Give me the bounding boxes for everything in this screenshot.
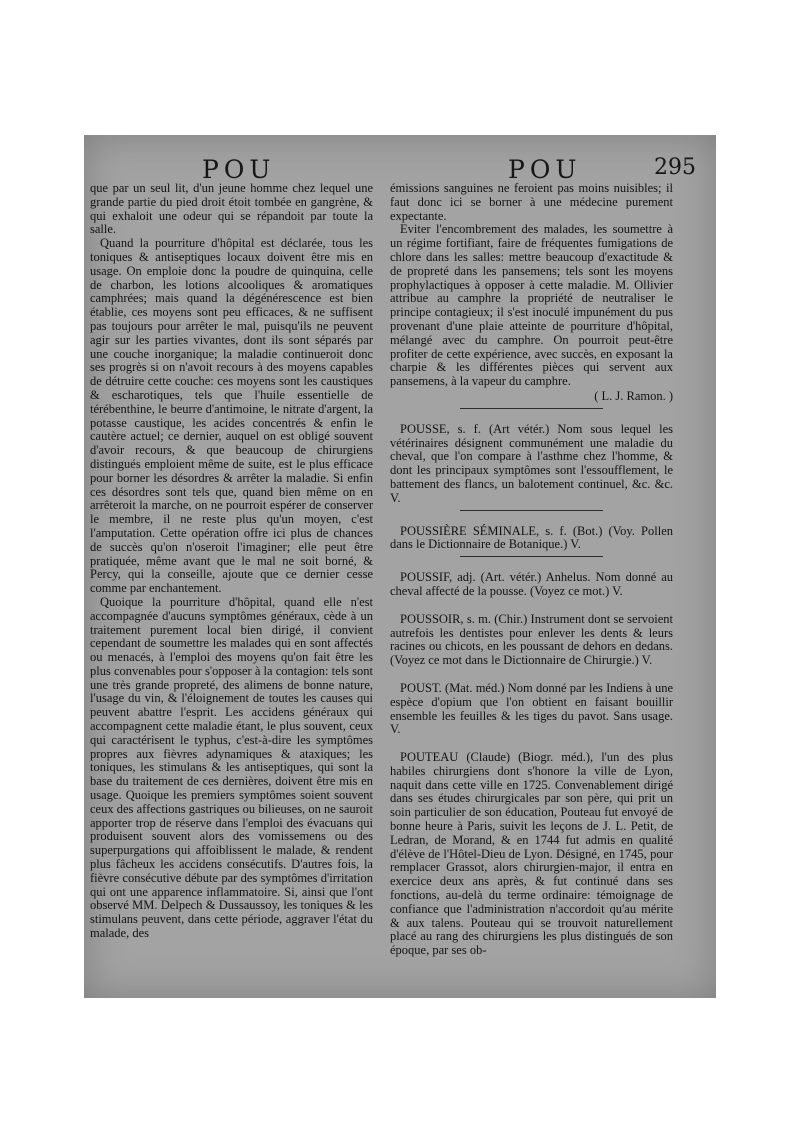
entry-pousse: POUSSE, s. f. (Art vétér.) Nom sous lequel les vétérinaires désignent communément une maladie du cheval, que l'on compare à l'asthme chez l'homme, & dont les principaux symptômes sont l'essoufflement, le battement des flancs, un balotement continuel, &c. &c. V. (390, 421, 673, 505)
left-column (90, 182, 373, 994)
entry-poussiere-seminale: POUSSIÈRE SÉMINALE, s. f. (Bot.) (Voy. Pollen dans le Dictionnaire de Botanique.) V. (390, 523, 673, 552)
entry-pouteau: POUTEAU (Claude) (Biogr. méd.), l'un des plus habiles chirurgiens dont s'honore la ville de Lyon, naquit dans cette ville en 1725. Convenablement dirigé dans ses études chirurgicales par son père, qui prit un soin particulier de son éducation, Pouteau fut envoyé de bonne heure à Paris, suivit les leçons de J. L. Petit, de Ledran, de Morand, & en 1744 fut admis en qualité d'élève de l'Hôtel-Dieu de Lyon. Désigné, en 1745, pour remplacer Grassot, alors chirurgien-major, il entra en exercice deux ans après, & fut continué dans ses fonctions, au-delà du terme ordinaire: témoignage de confiance que l'administration n'accordoit qu'au mérite & aux talens. Pouteau qui se trouvoit naturellement placé au rang des chirurgiens les plus distingués de son époque, par ses ob- (390, 750, 673, 958)
paragraph-treatment: Quand la pourriture d'hôpital est déclarée, tous les toniques & antiseptiques locaux doivent être mis en usage. On emploie donc la poudre de quinquina, celle de charbon, les lotions alcooliques & aromatiques camphrées; mais quand la dégénérescence est bien établie, ces moyens sont peu efficaces, & ne suffisent pas toujours pour arrêter le mal, puisqu'ils ne peuvent agir sur les parties vivantes, dont ils sont séparés par une couche inorganique; la maladie continueroit donc ses progrès si on n'avoit recours à des moyens capables de détruire cette couche: ces moyens sont les caustiques & escharotiques, tels que l'huile essentielle de térébenthine, le beurre d'antimoine, le nitrate d'argent, la potasse caustique, les acides concentrés & enfin le cautère actuel; ce dernier, auquel on est obligé souvent d'avoir recours, & que beaucoup de chirurgiens distingués emploient même de suite, est le plus efficace pour borner les désordres & arrêter la maladie. Si enfin ces désordres sont tels que, quand bien même on en arrêteroit la marche, on ne pourroit espérer de conserver le membre, il ne reste plus qu'un moyen, c'est l'amputation. Cette opération offre ici plus de chances de succès qu'on n'oseroit l'imaginer; elle peut être pratiquée, même avant que le mal ne soit borné, & Percy, qui la conseille, ajoute que ce dernier cesse comme par enchantement. (90, 236, 373, 596)
divider (460, 510, 603, 511)
scanned-page (84, 135, 716, 998)
right-column (390, 182, 673, 994)
page-number: 295 (654, 155, 696, 180)
paragraph-general-symptoms: Quoique la pourriture d'hôpital, quand elle n'est accompagnée d'aucuns symptômes généraux, cède à un traitement purement local bien dirigé, il convient cependant de soumettre les malades qui en sont affectés ou menacés, à l'emploi des moyens qu'on fait être les plus convenables pour s'opposer à la contagion: tels sont une très grande propreté, des alimens de bonne nature, l'usage du vin, & l'éloignement de toutes les causes qui peuvent abattre l'esprit. Les accidens généraux qui accompagnent cette maladie étant, le plus souvent, ceux qui caractérisent le typhus, c'est-à-dire les symptômes propres aux fièvres adynamiques & ataxiques; les toniques, les stimulans & les antiseptiques, qui sont la base du traitement de ces dernières, doivent être mis en usage. Quoique les premiers symptômes soient souvent ceux des affections gastriques ou bilieuses, on ne sauroit apporter trop de réserve dans l'emploi des évacuans qui produisent souvent alors des vomissemens ou des superpurgations qui affoiblissent le malade, & rendent plus fâcheux les accidens consécutifs. D'autres fois, la fièvre consécutive débute par des symptômes d'irritation qui ont une apparence inflammatoire. Si, ainsi que l'ont observé MM. Delpech & Dussaussoy, les toniques & les stimulans peuvent, dans cette période, aggraver l'état du malade, des (90, 594, 373, 941)
author-signature: ( L. J. Ramon. ) (594, 388, 673, 403)
entry-poussif: POUSSIF, adj. (Art. vétér.) Anhelus. Nom donné au cheval affecté de la pousse. (Voyez ce mot.) V. (390, 570, 673, 598)
paragraph-continuation-right: émissions sanguines ne feroient pas moins nuisibles; il faut donc ici se borner à une médecine purement expectante. (390, 182, 673, 223)
entry-poust: POUST. (Mat. méd.) Nom donné par les Indiens à une espèce d'opium que l'on obtient en faisant bouillir ensemble les feuilles & les tiges du pavot. Sans usage. V. (390, 680, 673, 737)
entry-poussoir: POUSSOIR, s. m. (Chir.) Instrument dont se servoient autrefois les dentistes pour enlever les dents & leurs racines ou chicots, en les poussant de dehors en dedans. (Voyez ce mot dans le Dictionnaire de Chirurgie.) V. (390, 611, 673, 668)
paragraph-continuation: que par un seul lit, d'un jeune homme chez lequel une grande partie du pied droit étoit tombée en gangrène, & qui exhaloit une odeur qui se répandoit par toute la salle. (90, 182, 373, 237)
divider (460, 556, 603, 557)
paragraph-prophylaxis: Eviter l'encombrement des malades, les soumettre à un régime fortifiant, faire de fréquentes fumigations de chlore dans les salles: mettre beaucoup d'exactitude & de propreté dans les pansemens; tels sont les moyens prophylactiques à opposer à cette maladie. M. Ollivier attribue au camphre la propriété de neutraliser le principe contagieux; il s'est inoculé impunément du pus provenant d'une plaie atteinte de pourriture d'hôpital, mélangé avec du camphre. On pourroit peut-être profiter de cette expérience, avec succès, en exposant la charpie & les différentes pièces qui servent aux pansemens, à la vapeur du camphre. (390, 222, 673, 389)
divider (460, 408, 603, 409)
running-head-right: POU (508, 155, 582, 184)
running-head-left: POU (202, 155, 276, 184)
